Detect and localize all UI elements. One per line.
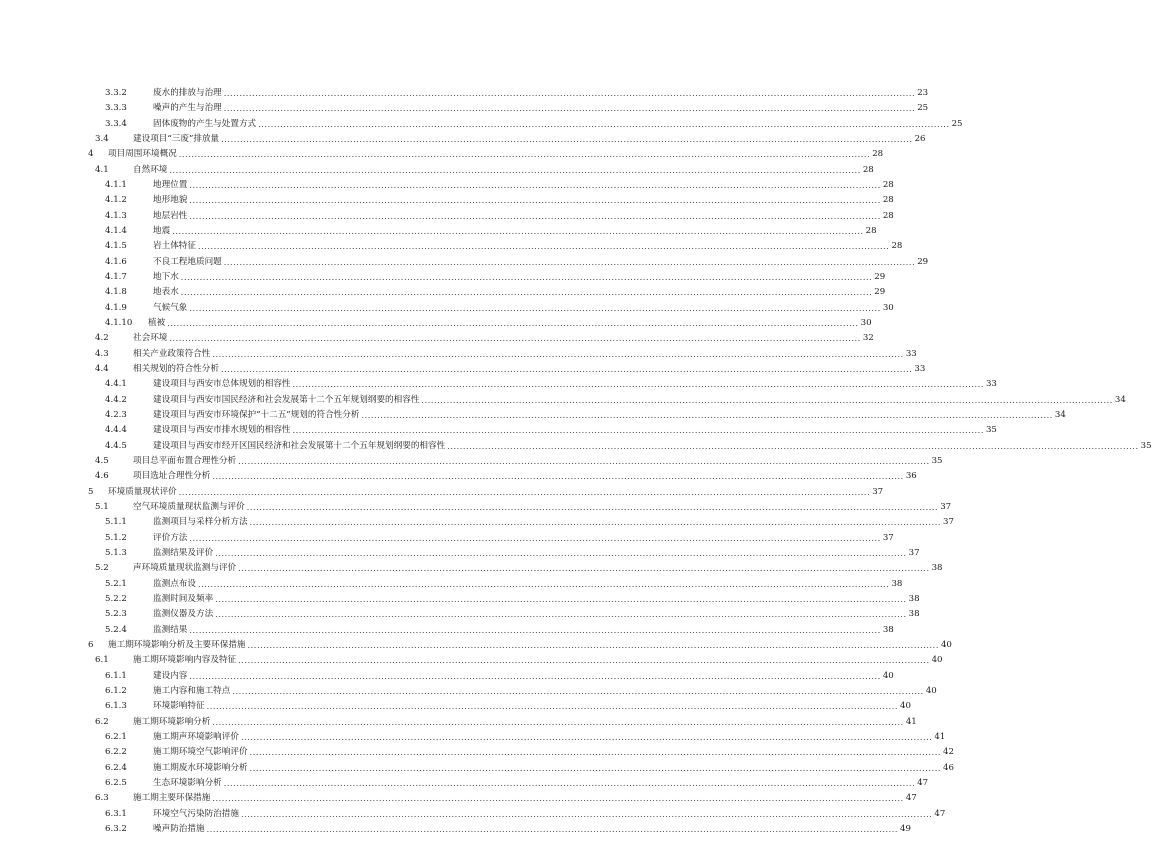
toc-entry-number: 6.2 — [95, 716, 109, 727]
toc-entry[interactable] — [105, 210, 894, 223]
toc-entry-title: 生态环境影响分析 — [153, 777, 222, 788]
toc-entry-page-number: 38 — [931, 563, 943, 574]
toc-entry[interactable] — [105, 440, 1152, 453]
toc-entry[interactable] — [105, 179, 894, 192]
toc-chapter-entry[interactable] — [88, 486, 884, 499]
toc-entry-page-number: 42 — [943, 747, 954, 758]
toc-entry-title: 植被 — [148, 317, 166, 328]
dot-leader: ............................................................................................................................................................................................................................ — [249, 748, 941, 758]
toc-entry[interactable] — [105, 302, 894, 315]
toc-entry-page-number: 36 — [905, 471, 917, 482]
toc-entry-title: 监测点布设 — [153, 578, 196, 589]
toc-entry-title: 地表水 — [153, 287, 179, 298]
toc-entry-title: 自然环境 — [133, 164, 168, 175]
toc-entry-title: 环境质量现状评价 — [108, 486, 177, 497]
toc-entry-number: 5.2.4 — [105, 624, 127, 635]
toc-entry-page-number: 35 — [1140, 440, 1152, 451]
toc-entry-title: 噪声防治措施 — [153, 823, 205, 834]
toc-entry-title: 项目选址合理性分析 — [133, 471, 211, 482]
toc-entry-title: 项目周围环境概况 — [108, 149, 177, 160]
toc-entry-number: 4.4.2 — [105, 394, 127, 405]
toc-entry-number: 4.4.4 — [105, 425, 127, 436]
toc-entry-page-number: 40 — [882, 670, 894, 681]
toc-entry-number: 4.1.3 — [105, 210, 127, 221]
toc-entry-title: 相关产业政策符合性 — [133, 348, 211, 359]
toc-entry-page-number: 29 — [874, 287, 886, 298]
toc-entry-number: 4.1.4 — [105, 225, 127, 236]
dot-leader: ............................................................................................................................................................................................................................ — [189, 533, 881, 543]
toc-entry-page-number: 26 — [914, 133, 926, 144]
toc-entry[interactable] — [105, 286, 886, 299]
toc-entry[interactable] — [95, 133, 926, 146]
toc-entry-page-number: 35 — [931, 455, 943, 466]
toc-entry-page-number: 25 — [951, 118, 963, 129]
dot-leader: ............................................................................................................................................................................................................................ — [212, 472, 904, 482]
toc-entry-number: 4.1.8 — [105, 287, 127, 298]
toc-entry[interactable] — [105, 578, 903, 591]
toc-entry[interactable] — [95, 455, 943, 468]
toc-entry-page-number: 41 — [905, 716, 917, 727]
toc-entry-page-number: 35 — [985, 425, 997, 436]
dot-leader: ............................................................................................................................................................................................................................ — [215, 548, 907, 558]
dot-leader: ............................................................................................................................................................................................................................ — [169, 165, 861, 175]
toc-entry-number: 4.5 — [95, 455, 109, 466]
toc-entry-number: 4.2.3 — [105, 409, 127, 420]
toc-entry-page-number: 29 — [874, 271, 886, 282]
dot-leader: ............................................................................................................................................................................................................................ — [221, 134, 913, 144]
toc-entry-title: 地震 — [153, 225, 171, 236]
dot-leader: ............................................................................................................................................................................................................................ — [223, 257, 916, 267]
toc-entry[interactable] — [105, 256, 929, 269]
toc-entry-number: 5.1.2 — [105, 532, 127, 543]
dot-leader: ............................................................................................................................................................................................................................ — [189, 196, 881, 206]
dot-leader: ............................................................................................................................................................................................................................ — [212, 717, 904, 727]
toc-entry-page-number: 25 — [917, 103, 929, 114]
dot-leader: ............................................................................................................................................................................................................................ — [247, 640, 939, 650]
toc-entry-page-number: 47 — [905, 793, 917, 804]
toc-entry-title: 相关规划的符合性分析 — [133, 363, 219, 374]
toc-entry-title: 施工内容和施工特点 — [153, 685, 231, 696]
toc-entry-page-number: 38 — [882, 624, 894, 635]
dot-leader: ............................................................................................................................................................................................................................ — [178, 487, 871, 497]
dot-leader: ............................................................................................................................................................................................................................ — [215, 610, 907, 620]
toc-entry-title: 建设内容 — [153, 670, 188, 681]
dot-leader: ............................................................................................................................................................................................................................ — [189, 303, 881, 313]
toc-entry-number: 4.1 — [95, 164, 109, 175]
dot-leader: ............................................................................................................................................................................................................................ — [421, 395, 1113, 405]
dot-leader: ............................................................................................................................................................................................................................ — [292, 380, 984, 390]
toc-entry-title: 建设项目与西安市排水规划的相容性 — [153, 425, 291, 436]
toc-entry-number: 5.1.1 — [105, 517, 127, 528]
toc-entry-number: 5.2.2 — [105, 593, 127, 604]
toc-entry-title: 地层岩性 — [153, 210, 188, 221]
toc-chapter-entry[interactable] — [88, 148, 884, 161]
toc-entry-page-number: 30 — [882, 302, 894, 313]
toc-entry[interactable] — [105, 317, 872, 330]
toc-entry-number: 6.2.2 — [105, 747, 127, 758]
toc-entry-title: 建设项目“三废”排放量 — [133, 133, 220, 144]
toc-entry[interactable] — [105, 624, 894, 637]
toc-entry-title: 建设项目与西安市总体规划的相容性 — [153, 379, 291, 390]
dot-leader: ............................................................................................................................................................................................................................ — [240, 809, 933, 819]
toc-entry-number: 6.1 — [95, 655, 109, 666]
toc-entry[interactable] — [105, 87, 929, 100]
dot-leader: ............................................................................................................................................................................................................................ — [447, 441, 1139, 451]
toc-entry-title: 气候气象 — [153, 302, 188, 313]
toc-entry-title: 监测结果及评价 — [153, 547, 214, 558]
toc-entry[interactable] — [105, 547, 920, 560]
toc-entry[interactable] — [105, 378, 997, 391]
toc-entry-number: 6.1.3 — [105, 701, 127, 712]
toc-entry-page-number: 38 — [891, 578, 903, 589]
toc-entry-number: 4.1.7 — [105, 271, 127, 282]
toc-entry-page-number: 28 — [872, 149, 884, 160]
toc-entry-page-number: 46 — [943, 762, 954, 773]
toc-entry-title: 建设项目与西安市国民经济和社会发展第十二个五年规划纲要的相容性 — [153, 394, 420, 405]
toc-entry[interactable] — [105, 118, 963, 131]
toc-entry-title: 施工期环境影响分析 — [133, 716, 211, 727]
toc-entry-page-number: 38 — [908, 609, 920, 620]
toc-entry-number: 6.2.4 — [105, 762, 127, 773]
toc-entry-number: 5.2.3 — [105, 609, 127, 620]
dot-leader: ............................................................................................................................................................................................................................ — [223, 89, 916, 98]
toc-entry-page-number: 49 — [900, 823, 911, 834]
toc-entry-page-number: 28 — [882, 179, 894, 190]
toc-entry-number: 5 — [88, 486, 94, 497]
toc-entry-page-number: 28 — [891, 241, 903, 252]
toc-entry-number: 4.3 — [95, 348, 109, 359]
dot-leader: ............................................................................................................................................................................................................................ — [238, 564, 930, 574]
toc-entry[interactable] — [105, 593, 920, 606]
toc-entry[interactable] — [105, 271, 886, 284]
dot-leader: ............................................................................................................................................................................................................................ — [232, 686, 924, 696]
toc-entry-title: 地形地貌 — [153, 195, 188, 206]
toc-entry-number: 4.4.1 — [105, 379, 127, 390]
toc-entry-page-number: 32 — [862, 333, 874, 344]
dot-leader: ............................................................................................................................................................................................................................ — [212, 349, 904, 359]
dot-leader: ............................................................................................................................................................................................................................ — [172, 226, 864, 236]
toc-entry-title: 社会环境 — [133, 333, 168, 344]
dot-leader: ............................................................................................................................................................................................................................ — [223, 778, 916, 788]
dot-leader: ............................................................................................................................................................................................................................ — [180, 272, 873, 282]
toc-entry-title: 地下水 — [153, 271, 179, 282]
toc-entry-title: 监测仪器及方法 — [153, 609, 214, 620]
toc-entry-title: 监测时间及频率 — [153, 593, 214, 604]
toc-entry-title: 空气环境质量现状监测与评价 — [133, 501, 245, 512]
toc-entry-number: 6.3.1 — [105, 808, 127, 819]
toc-entry-page-number: 47 — [917, 777, 929, 788]
toc-entry-title: 施工期声环境影响评价 — [153, 731, 239, 742]
toc-entry-page-number: 37 — [940, 501, 952, 512]
toc-entry-page-number: 37 — [908, 547, 920, 558]
dot-leader: ............................................................................................................................................................................................................................ — [197, 579, 890, 589]
toc-entry-page-number: 40 — [931, 655, 943, 666]
toc-entry-page-number: 33 — [985, 379, 997, 390]
dot-leader: ............................................................................................................................................................................................................................ — [246, 502, 939, 512]
toc-entry-number: 4.1.9 — [105, 302, 127, 313]
toc-entry-number: 3.3.3 — [105, 103, 127, 114]
toc-entry[interactable] — [105, 685, 937, 698]
toc-entry[interactable] — [95, 470, 917, 483]
dot-leader: ............................................................................................................................................................................................................................ — [215, 594, 907, 604]
toc-entry-title: 环境影响特征 — [153, 701, 205, 712]
toc-entry[interactable] — [105, 731, 946, 744]
toc-entry[interactable] — [105, 700, 911, 713]
dot-leader: ............................................................................................................................................................................................................................ — [167, 318, 859, 328]
toc-entry[interactable] — [105, 225, 877, 238]
toc-entry-page-number: 33 — [914, 363, 926, 374]
toc-entry-title: 岩土体特征 — [153, 241, 196, 252]
toc-entry[interactable] — [105, 102, 929, 115]
toc-chapter-entry[interactable] — [88, 639, 952, 652]
toc-entry-page-number: 40 — [900, 701, 911, 712]
toc-entry[interactable] — [95, 332, 874, 345]
toc-entry-number: 6.2.5 — [105, 777, 127, 788]
toc-entry-title: 声环境质量现状监测与评价 — [133, 563, 237, 574]
toc-entry-page-number: 33 — [905, 348, 917, 359]
toc-entry-title: 施工期主要环保措施 — [133, 793, 211, 804]
toc-entry-number: 3.3.4 — [105, 118, 127, 129]
toc-entry[interactable] — [95, 792, 917, 805]
dot-leader: ............................................................................................................................................................................................................................ — [240, 732, 933, 742]
dot-leader: ............................................................................................................................................................................................................................ — [189, 671, 881, 681]
toc-entry-title: 施工期环境影响分析及主要环保措施 — [108, 639, 246, 650]
toc-entry-number: 4.2 — [95, 333, 109, 344]
toc-entry-number: 5.2 — [95, 563, 109, 574]
toc-entry-number: 6.3.2 — [105, 823, 127, 834]
toc-entry[interactable] — [95, 654, 943, 667]
toc-entry-title: 评价方法 — [153, 532, 188, 543]
dot-leader: ............................................................................................................................................................................................................................ — [189, 180, 881, 190]
toc-entry-page-number: 40 — [925, 685, 937, 696]
toc-entry-title: 项目总平面布置合理性分析 — [133, 455, 237, 466]
toc-entry-page-number: 23 — [917, 88, 929, 98]
toc-entry-number: 4.1.10 — [105, 317, 133, 328]
dot-leader: ............................................................................................................................................................................................................................ — [169, 334, 861, 344]
toc-entry-title: 废水的排放与治理 — [153, 88, 222, 98]
dot-leader: ............................................................................................................................................................................................................................ — [223, 104, 916, 114]
toc-entry[interactable] — [105, 808, 946, 821]
toc-entry[interactable] — [105, 746, 954, 759]
dot-leader: ............................................................................................................................................................................................................................ — [249, 518, 941, 528]
toc-entry[interactable] — [105, 424, 997, 437]
dot-leader: ............................................................................................................................................................................................................................ — [238, 456, 930, 466]
toc-entry-page-number: 34 — [1114, 394, 1126, 405]
toc-entry[interactable] — [95, 164, 874, 177]
toc-entry-title: 监测项目与采样分析方法 — [153, 517, 248, 528]
toc-entry[interactable] — [105, 670, 894, 683]
dot-leader: ............................................................................................................................................................................................................................ — [189, 211, 881, 221]
dot-leader: ............................................................................................................................................................................................................................ — [361, 410, 1053, 420]
toc-entry-title: 地理位置 — [153, 179, 188, 190]
toc-entry-number: 6.1.1 — [105, 670, 127, 681]
toc-entry-number: 6 — [88, 639, 94, 650]
dot-leader: ............................................................................................................................................................................................................................ — [178, 150, 871, 160]
toc-entry[interactable] — [95, 363, 926, 376]
dot-leader: ............................................................................................................................................................................................................................ — [206, 824, 899, 834]
toc-entry-number: 4.6 — [95, 471, 109, 482]
dot-leader: ............................................................................................................................................................................................................................ — [212, 794, 904, 804]
dot-leader: ............................................................................................................................................................................................................................ — [206, 702, 899, 712]
toc-entry-number: 5.2.1 — [105, 578, 127, 589]
toc-entry-number: 6.3 — [95, 793, 109, 804]
toc-entry-page-number: 47 — [934, 808, 946, 819]
toc-entry-number: 3.4 — [95, 133, 109, 144]
toc-entry-page-number: 38 — [908, 593, 920, 604]
toc-entry-title: 不良工程地质问题 — [153, 256, 222, 267]
toc-entry[interactable] — [105, 409, 1066, 422]
toc-entry[interactable] — [95, 501, 952, 514]
toc-entry-page-number: 37 — [943, 517, 954, 528]
toc-entry[interactable] — [105, 194, 894, 207]
toc-entry-title: 施工期环境空气影响评价 — [153, 747, 248, 758]
toc-entry[interactable] — [105, 532, 894, 545]
toc-entry[interactable] — [105, 240, 903, 253]
toc-entry-title: 建设项目与西安市环境保护“十二五”规划的符合性分析 — [153, 409, 360, 420]
toc-entry-page-number: 28 — [865, 225, 877, 236]
toc-entry-title: 施工期废水环境影响分析 — [153, 762, 248, 773]
toc-entry[interactable] — [95, 716, 917, 729]
toc-entry-number: 5.1.3 — [105, 547, 127, 558]
toc-entry-number: 4.1.2 — [105, 195, 127, 206]
toc-entry-page-number: 40 — [940, 639, 952, 650]
toc-entry-number: 5.1 — [95, 501, 109, 512]
toc-entry-title: 环境空气污染防治措施 — [153, 808, 239, 819]
toc-entry-number: 4.1.5 — [105, 241, 127, 252]
toc-entry[interactable] — [95, 348, 917, 361]
dot-leader: ............................................................................................................................................................................................................................ — [220, 364, 913, 374]
toc-entry-title: 固体废物的产生与处置方式 — [153, 118, 257, 129]
toc-entry-page-number: 37 — [872, 486, 884, 497]
dot-leader: ............................................................................................................................................................................................................................ — [180, 288, 873, 298]
dot-leader: ............................................................................................................................................................................................................................ — [238, 656, 930, 666]
toc-entry-page-number: 28 — [862, 164, 874, 175]
toc-entry[interactable] — [95, 562, 943, 575]
toc-entry-number: 6.1.2 — [105, 685, 127, 696]
toc-entry[interactable] — [105, 394, 1126, 407]
toc-entry-number: 4 — [88, 149, 94, 160]
dot-leader: ............................................................................................................................................................................................................................ — [189, 625, 881, 635]
dot-leader: ............................................................................................................................................................................................................................ — [258, 119, 950, 129]
toc-entry-page-number: 30 — [860, 317, 872, 328]
toc-entry-title: 监测结果 — [153, 624, 188, 635]
toc-entry-page-number: 41 — [934, 731, 946, 742]
toc-entry-number: 4.1.1 — [105, 179, 127, 190]
toc-entry-page-number: 29 — [917, 256, 929, 267]
dot-leader: ............................................................................................................................................................................................................................ — [292, 426, 984, 436]
toc-entry-title: 建设项目与西安市经开区国民经济和社会发展第十二个五年规划纲要的相容性 — [153, 440, 446, 451]
toc-entry-number: 6.2.1 — [105, 731, 127, 742]
toc-entry[interactable] — [105, 516, 954, 529]
toc-entry-title: 施工期环境影响内容及特征 — [133, 655, 237, 666]
toc-entry-number: 4.4.5 — [105, 440, 127, 451]
toc-entry[interactable] — [105, 762, 954, 775]
toc-entry-page-number: 34 — [1054, 409, 1066, 420]
toc-entry-number: 4.1.6 — [105, 256, 127, 267]
toc-entry[interactable] — [105, 823, 911, 836]
toc-entry-page-number: 28 — [882, 210, 894, 221]
toc-entry-title: 噪声的产生与治理 — [153, 103, 222, 114]
toc-entry-page-number: 28 — [882, 195, 894, 206]
dot-leader: ............................................................................................................................................................................................................................ — [249, 763, 941, 773]
dot-leader: ............................................................................................................................................................................................................................ — [197, 242, 890, 252]
toc-entry-number: 4.4 — [95, 363, 109, 374]
toc-entry-number: 3.3.2 — [105, 88, 127, 98]
toc-entry[interactable] — [105, 777, 929, 790]
toc-entry[interactable] — [105, 608, 920, 621]
toc-entry-page-number: 37 — [882, 532, 894, 543]
